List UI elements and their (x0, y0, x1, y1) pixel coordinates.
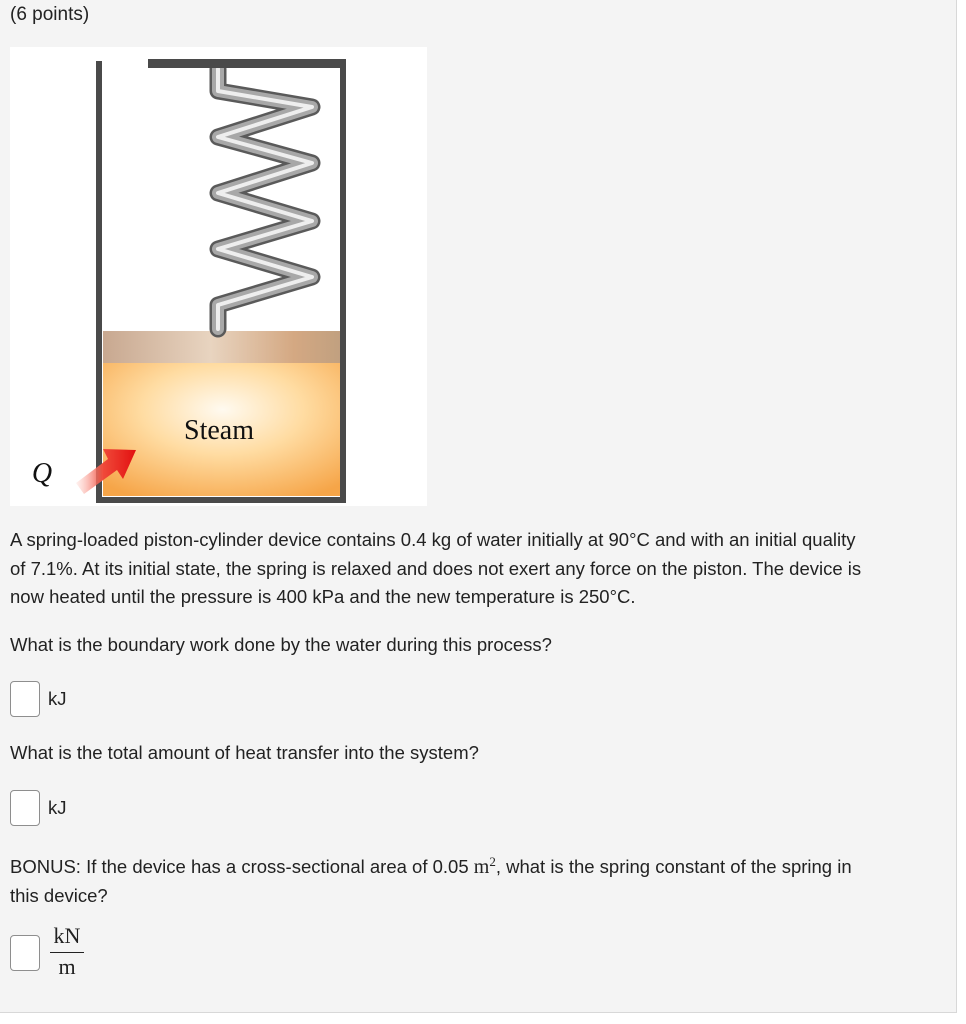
piston-cylinder-figure (10, 47, 427, 506)
cylinder-top (148, 59, 346, 68)
problem-line: A spring-loaded piston-cylinder device contains 0.4 kg of water initially at 90°C and with an initial quality (10, 529, 856, 550)
spring-constant-input[interactable] (10, 935, 40, 971)
steam-label: Steam (184, 415, 254, 446)
spring (218, 69, 312, 329)
bonus-prompt (10, 848, 940, 910)
part2-prompt: What is the total amount of heat transfer into the system? (10, 742, 479, 763)
problem-line: of 7.1%. At its initial state, the spring is relaxed and does not exert any force on the piston. The device is (10, 557, 862, 579)
area-exponent: 2 (489, 854, 496, 869)
piston-cylinder-diagram (10, 47, 427, 506)
bonus-line-2: this device? (10, 884, 108, 906)
bonus-text-before: BONUS: If the device has a cross-sectional area of 0.05 (10, 856, 474, 878)
boundary-work-input[interactable] (10, 681, 40, 717)
heat-transfer-input[interactable] (10, 790, 40, 826)
problem-statement (10, 526, 940, 612)
problem-line: now heated until the pressure is 400 kPa and the new temperature is 250°C. (10, 586, 636, 607)
bonus-line-1 (10, 848, 940, 882)
boundary-work-unit: kJ (48, 688, 67, 709)
bonus-text-after: , what is the spring constant of the spring in (495, 856, 852, 878)
heat-label: Q (31, 458, 53, 489)
spring-constant-unit (48, 922, 86, 981)
points-label: (6 points) (10, 4, 90, 25)
part1-prompt: What is the boundary work done by the water during this process? (10, 634, 552, 655)
unit-numerator: kN (53, 923, 81, 948)
area-unit: m (473, 856, 490, 879)
unit-denominator: m (58, 954, 76, 979)
heat-transfer-unit: kJ (48, 797, 67, 818)
